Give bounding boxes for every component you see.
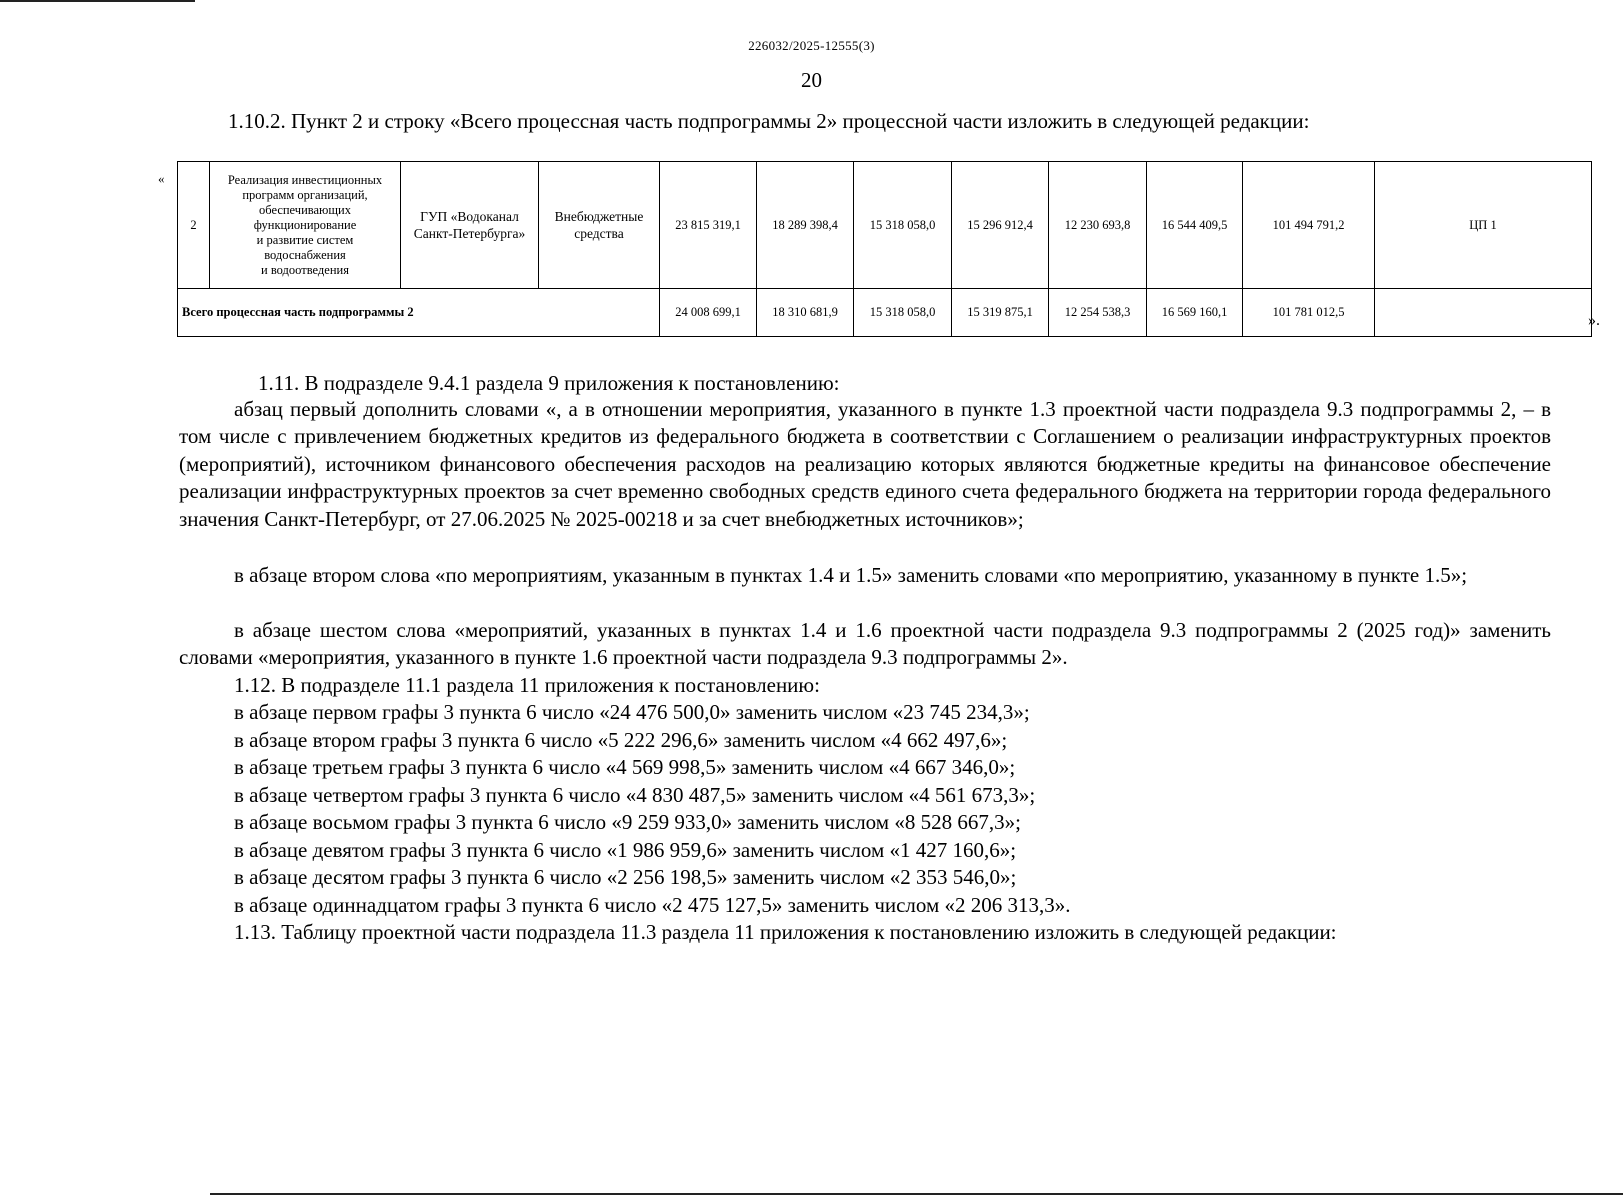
page-number: 20 bbox=[801, 68, 822, 92]
table-row bbox=[178, 162, 1592, 289]
budget-table bbox=[177, 161, 1592, 337]
activity-name-cell bbox=[210, 162, 401, 289]
row-number-cell: 2 bbox=[178, 162, 210, 289]
scan-edge-top bbox=[0, 0, 195, 2]
funding-source-line: средства bbox=[574, 226, 624, 241]
section-1-11-paragraph-3: в абзаце шестом слова «мероприятий, указанных в пунктах 1.4 и 1.6 проектной части подраздела 9.3 подпрограммы 2 (2025 год)» заменить словами «мероприятия, указанного в пункте 1.6 проектной части подраздела 9.3 подпрограммы 2». bbox=[179, 618, 1551, 670]
total-amount-cell: 16 569 160,1 bbox=[1147, 289, 1243, 337]
executor-line: Санкт-Петербурга» bbox=[413, 226, 526, 241]
paragraph-1-10-2: 1.10.2. Пункт 2 и строку «Всего процессная часть подпрограммы 2» процессной части изложить в следующей редакции: bbox=[228, 109, 1310, 133]
table-row-total bbox=[178, 289, 1592, 337]
section-1-12-item: в абзаце одиннадцатом графы 3 пункта 6 число «2 475 127,5» заменить числом «2 206 313,3». bbox=[234, 893, 1071, 917]
section-1-13-heading: 1.13. Таблицу проектной части подраздела 11.3 раздела 11 приложения к постановлению изложить в следующей редакции: bbox=[234, 920, 1337, 944]
section-1-12-item: в абзаце десятом графы 3 пункта 6 число «2 256 198,5» заменить числом «2 353 546,0»; bbox=[234, 865, 1017, 889]
activity-name-line: программ организаций, bbox=[242, 187, 368, 202]
section-1-11-paragraph-2: в абзаце втором слова «по мероприятиям, указанным в пунктах 1.4 и 1.5» заменить словами «по мероприятию, указанному в пункте 1.5»; bbox=[234, 563, 1468, 587]
executor-cell bbox=[401, 162, 539, 289]
activity-name-line: обеспечивающих bbox=[259, 202, 351, 217]
section-1-12-item: в абзаце четвертом графы 3 пункта 6 число «4 830 487,5» заменить числом «4 561 673,3»; bbox=[234, 783, 1036, 807]
section-1-12-item: в абзаце девятом графы 3 пункта 6 число «1 986 959,6» заменить числом «1 427 160,6»; bbox=[234, 838, 1017, 862]
total-amount-grand-cell: 101 781 012,5 bbox=[1243, 289, 1375, 337]
program-code-cell: ЦП 1 bbox=[1375, 162, 1592, 289]
document-id: 226032/2025-12555(3) bbox=[748, 38, 875, 53]
activity-name-line: функционирование bbox=[253, 217, 357, 232]
amount-cell: 23 815 319,1 bbox=[660, 162, 757, 289]
amount-cell: 15 318 058,0 bbox=[854, 162, 952, 289]
executor-line: ГУП «Водоканал bbox=[420, 209, 519, 224]
section-1-11-heading: 1.11. В подразделе 9.4.1 раздела 9 приложения к постановлению: bbox=[258, 371, 840, 395]
funding-source-line: Внебюджетные bbox=[554, 209, 644, 224]
total-amount-cell: 15 318 058,0 bbox=[854, 289, 952, 337]
activity-name-line: и водоотведения bbox=[261, 262, 349, 277]
amount-cell: 15 296 912,4 bbox=[952, 162, 1049, 289]
amount-cell: 18 289 398,4 bbox=[757, 162, 854, 289]
amount-cell: 12 230 693,8 bbox=[1049, 162, 1147, 289]
empty-code-cell bbox=[1375, 289, 1592, 337]
activity-name-line: Реализация инвестиционных bbox=[227, 172, 383, 187]
scan-edge-bottom bbox=[210, 1193, 1623, 1195]
section-1-12-item: в абзаце восьмом графы 3 пункта 6 число «9 259 933,0» заменить числом «8 528 667,3»; bbox=[234, 810, 1021, 834]
amount-total-cell: 101 494 791,2 bbox=[1243, 162, 1375, 289]
total-label-cell: Всего процессная часть подпрограммы 2 bbox=[178, 289, 660, 337]
table-close-quote: ». bbox=[1588, 312, 1600, 329]
section-1-12-heading: 1.12. В подразделе 11.1 раздела 11 приложения к постановлению: bbox=[234, 673, 820, 697]
table-open-quote: « bbox=[158, 171, 165, 186]
amount-cell: 16 544 409,5 bbox=[1147, 162, 1243, 289]
section-1-12-item: в абзаце первом графы 3 пункта 6 число «24 476 500,0» заменить числом «23 745 234,3»; bbox=[234, 700, 1030, 724]
section-1-12-item: в абзаце третьем графы 3 пункта 6 число «4 569 998,5» заменить числом «4 667 346,0»; bbox=[234, 755, 1016, 779]
activity-name-line: водоснабжения bbox=[264, 247, 346, 262]
total-amount-cell: 24 008 699,1 bbox=[660, 289, 757, 337]
activity-name-line: и развитие систем bbox=[256, 232, 354, 247]
total-amount-cell: 15 319 875,1 bbox=[952, 289, 1049, 337]
total-amount-cell: 12 254 538,3 bbox=[1049, 289, 1147, 337]
total-amount-cell: 18 310 681,9 bbox=[757, 289, 854, 337]
section-1-12-item: в абзаце втором графы 3 пункта 6 число «5 222 296,6» заменить числом «4 662 497,6»; bbox=[234, 728, 1008, 752]
funding-source-cell bbox=[539, 162, 660, 289]
section-1-11-paragraph-1: абзац первый дополнить словами «, а в отношении мероприятия, указанного в пункте 1.3 проектной части подраздела 9.3 подпрограммы 2, – в том числе с привлечением бюджетных кредитов из федерального бюджета в соответствии с Соглашением о реализации инфраструктурных проектов (мероприятий), источником финансового обеспечения расходов на реализацию которых являются бюджетные кредиты на финансовое обеспечение реализации инфраструктурных проектов за счет временно свободных средств единого счета федерального бюджета на территории города федерального значения Санкт-Петербург, от 27.06.2025 № 2025-00218 и за счет внебюджетных источников»; bbox=[179, 397, 1551, 531]
